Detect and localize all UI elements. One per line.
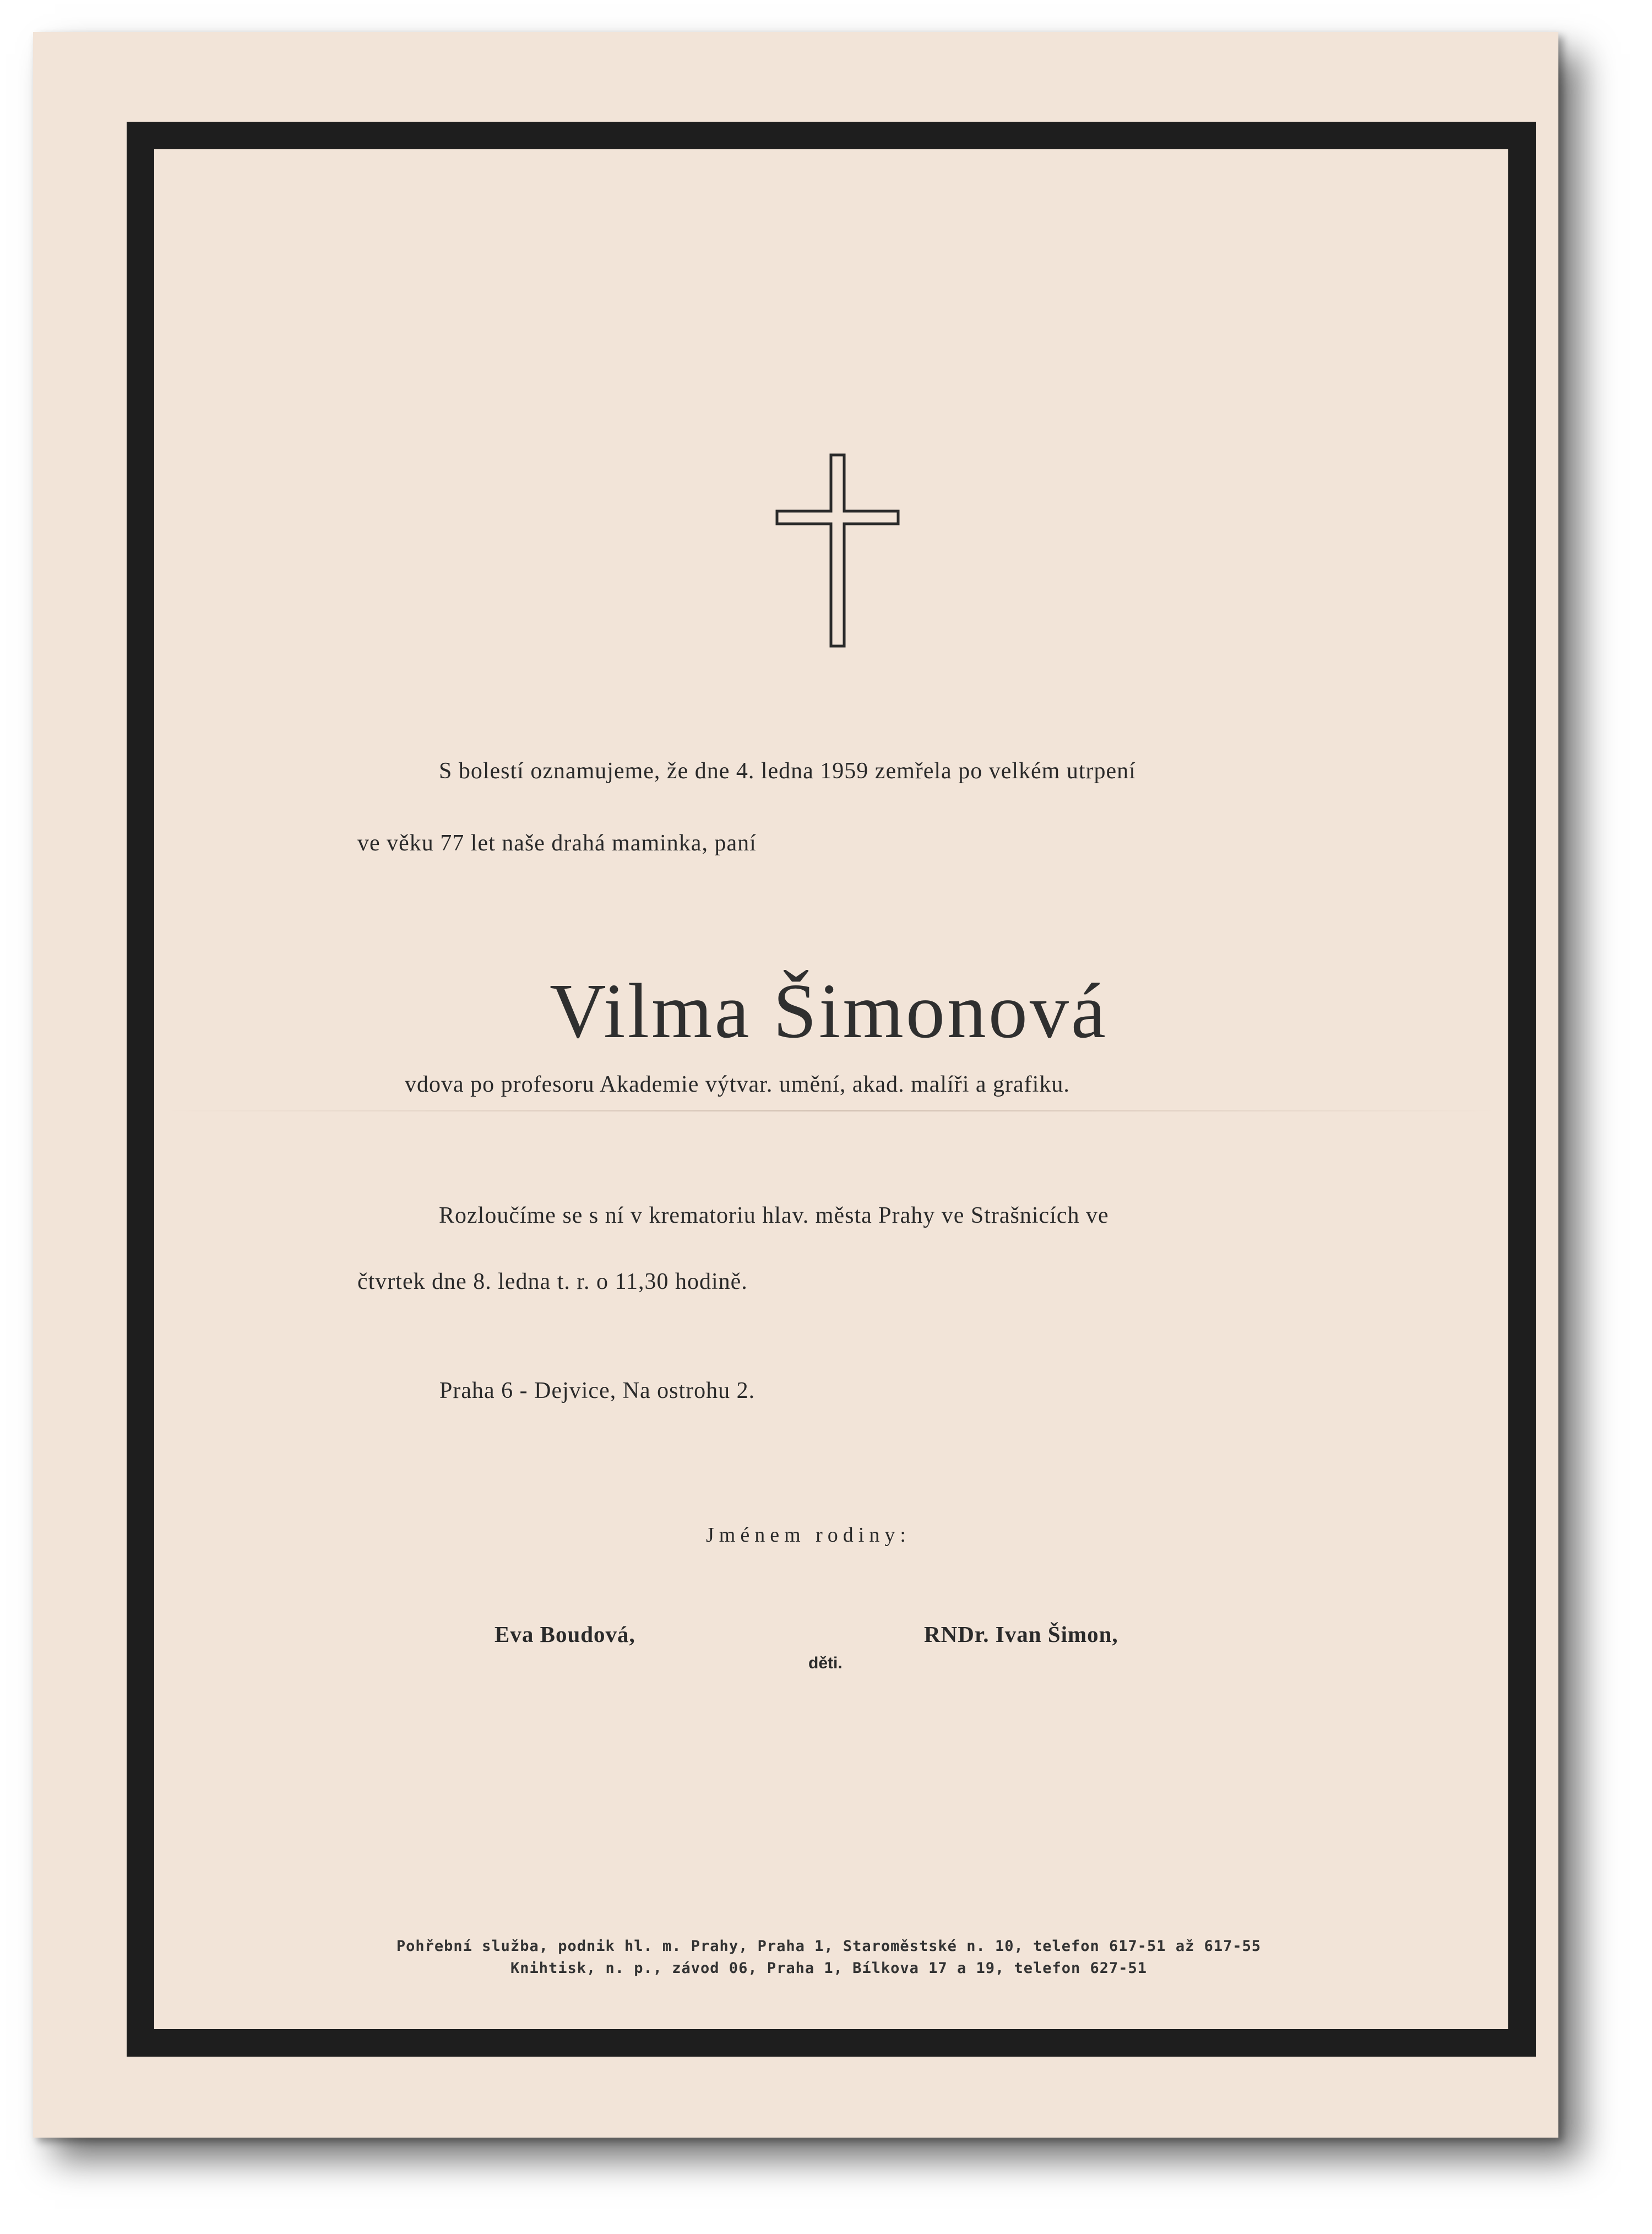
deceased-description: vdova po profesoru Akademie výtvar. umění, akad. malíři a grafiku. [405,1072,1070,1097]
farewell-line-1: Rozloučíme se s ní v krematoriu hlav. města Prahy ve Strašnicích ve [439,1203,1109,1228]
address: Praha 6 - Dejvice, Na ostrohu 2. [439,1378,756,1403]
announcement-line-2: ve věku 77 let naše drahá maminka, paní [357,831,757,856]
announcement-line-1: S bolestí oznamujeme, že dne 4. ledna 1959 zemřela po velkém utrpení [439,758,1136,784]
footer-line-2: Knihtisk, n. p., závod 06, Praha 1, Bílkova 17 a 19, telefon 627-51 [510,1960,1148,1977]
deceased-name: Vilma Šimonová [550,967,1108,1054]
signer-right: RNDr. Ivan Šimon, [924,1622,1118,1647]
relation-label: děti. [808,1654,843,1672]
farewell-line-2: čtvrtek dne 8. ledna t. r. o 11,30 hodině. [357,1269,748,1294]
family-heading: Jménem rodiny: [706,1523,911,1547]
signer-left: Eva Boudová, [494,1622,635,1647]
death-notice-sheet [33,32,1558,2138]
fold-line [160,1110,1503,1111]
footer-line-1: Pohřební služba, podnik hl. m. Prahy, Praha 1, Staroměstské n. 10, telefon 617-51 až 617-55 [396,1938,1262,1955]
cross-icon [774,453,901,649]
